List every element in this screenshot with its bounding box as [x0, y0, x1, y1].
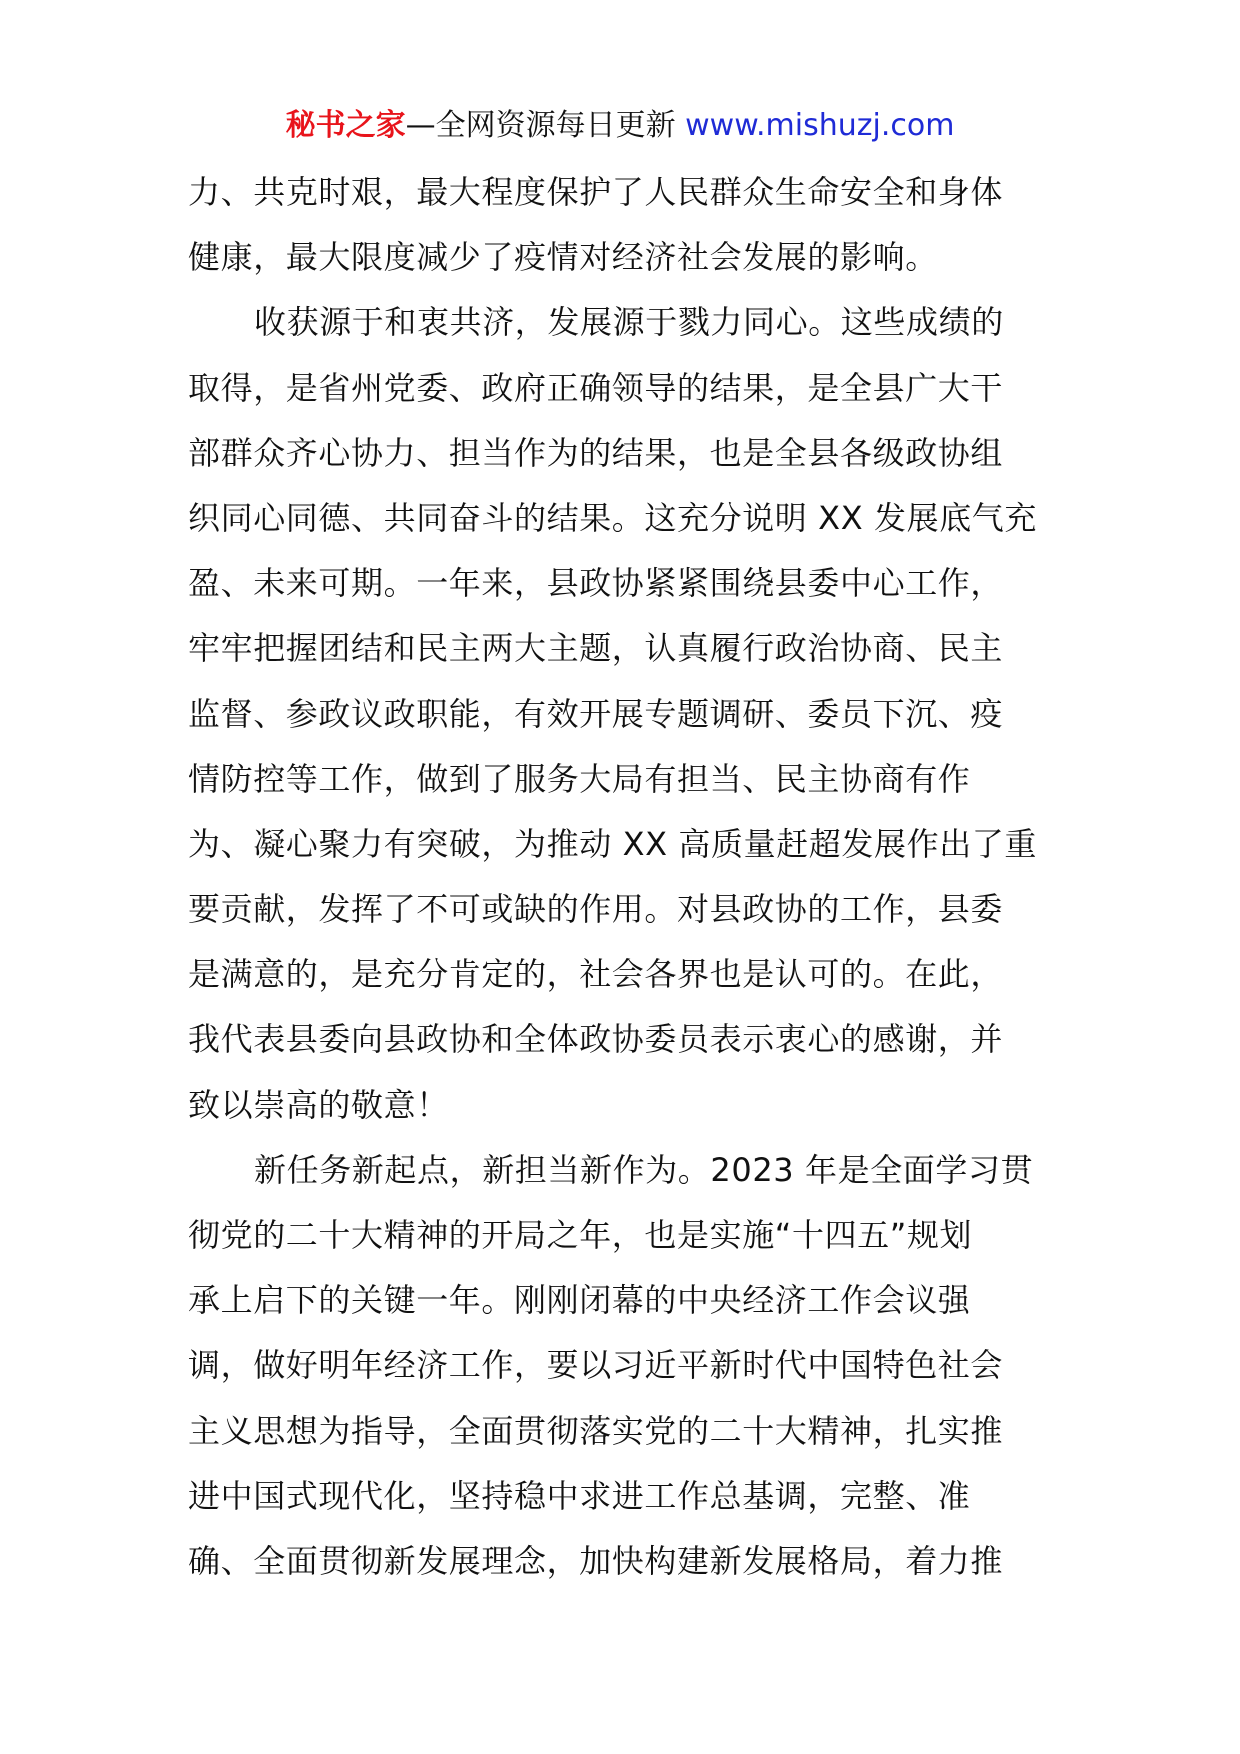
text-line: 主义思想为指导，全面贯彻落实党的二十大精神，扎实推	[188, 1411, 1004, 1450]
header-tagline: —全网资源每日更新	[405, 108, 676, 143]
text-line: 部群众齐心协力、担当作为的结果，也是全县各级政协组	[188, 433, 1004, 472]
text-line: 健康，最大限度减少了疫情对经济社会发展的影响。	[188, 238, 938, 277]
text-line: 我代表县委向县政协和全体政协委员表示衷心的感谢，并	[188, 1020, 1004, 1059]
text-line: 为、凝心聚力有突破，为推动 XX 高质量赶超发展作出了重	[188, 824, 1037, 863]
text-line: 致以崇高的敬意！	[188, 1085, 449, 1124]
text-line: 取得，是省州党委、政府正确领导的结果，是全县广大干	[188, 368, 1004, 407]
page-header	[0, 104, 1240, 148]
brand-name: 秘书之家	[285, 108, 406, 143]
text-line: 调，做好明年经济工作，要以习近平新时代中国特色社会	[188, 1346, 1004, 1385]
text-line: 牢牢把握团结和民主两大主题，认真履行政治协商、民主	[188, 629, 1004, 668]
text-line: 新任务新起点，新担当新作为。2023 年是全面学习贯	[254, 1150, 1034, 1189]
text-line: 承上启下的关键一年。刚刚闭幕的中央经济工作会议强	[188, 1281, 971, 1320]
text-line: 要贡献，发挥了不可或缺的作用。对县政协的工作，县委	[188, 890, 1004, 929]
text-line: 织同心同德、共同奋斗的结果。这充分说明 XX 发展底气充	[188, 498, 1037, 537]
document-body	[188, 160, 1068, 1594]
text-line: 监督、参政议政职能，有效开展专题调研、委员下沉、疫	[188, 694, 1004, 733]
text-line: 进中国式现代化，坚持稳中求进工作总基调，完整、准	[188, 1476, 971, 1515]
text-line: 彻党的二十大精神的开局之年，也是实施“十四五”规划	[188, 1216, 973, 1254]
text-line: 收获源于和衷共济，发展源于戮力同心。这些成绩的	[254, 303, 1004, 342]
text-line: 盈、未来可期。一年来，县政协紧紧围绕县委中心工作，	[188, 564, 1004, 603]
text-line: 确、全面贯彻新发展理念，加快构建新发展格局，着力推	[188, 1541, 1004, 1580]
text-line: 情防控等工作，做到了服务大局有担当、民主协商有作	[188, 759, 971, 798]
text-line: 是满意的，是充分肯定的，社会各界也是认可的。在此，	[188, 955, 1004, 994]
text-line: 力、共克时艰，最大程度保护了人民群众生命安全和身体	[188, 173, 1004, 211]
website-link[interactable]: www.mishuzj.com	[685, 108, 955, 143]
